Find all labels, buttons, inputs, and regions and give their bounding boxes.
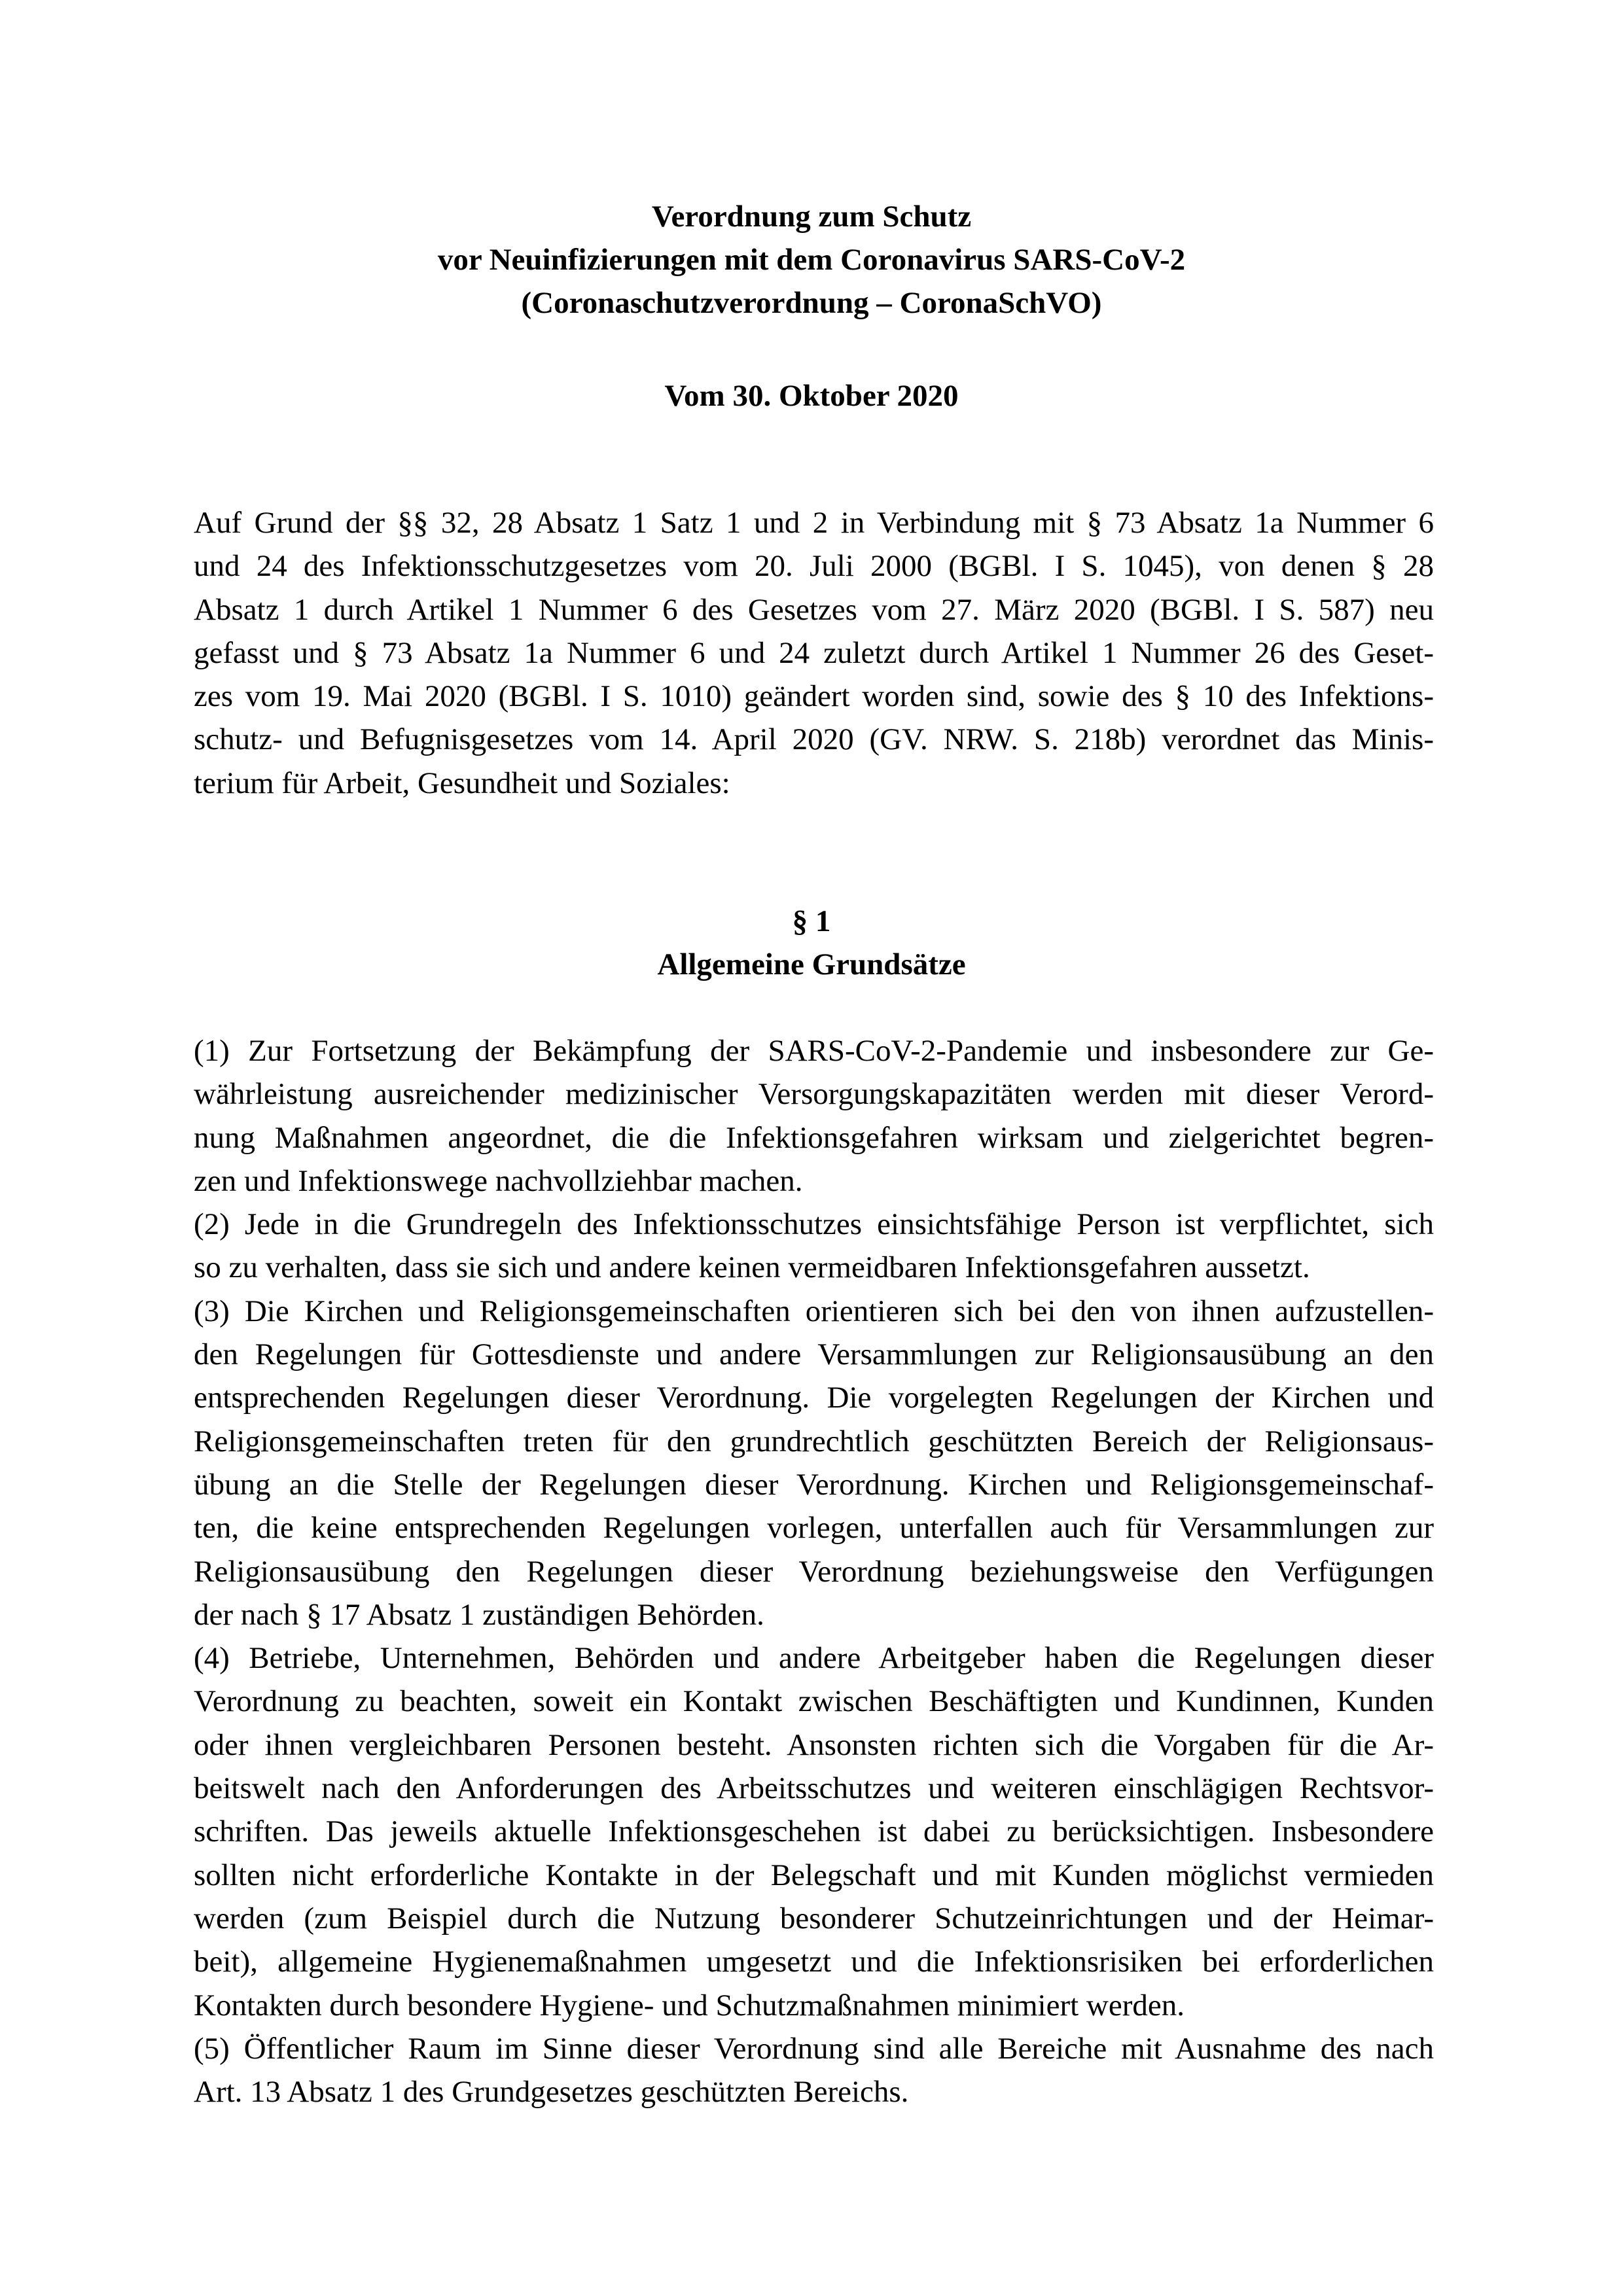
preamble [194, 501, 1434, 805]
body-line: (1) Zur Fortsetzung der Bekämpfung der SARS-CoV-2-Pandemie und insbesondere zur Ge- [194, 1034, 1434, 1068]
body-line: (3) Die Kirchen und Religionsgemeinschaften orientieren sich bei den von ihnen aufzustellen- [194, 1294, 1434, 1328]
body-line: entsprechenden Regelungen dieser Verordnung. Die vorgelegten Regelungen der Kirchen und [194, 1381, 1434, 1415]
body-line: (5) Öffentlicher Raum im Sinne dieser Verordnung sind alle Bereiche mit Ausnahme des nach [194, 2031, 1434, 2066]
body-line: Verordnung zu beachten, soweit ein Kontakt zwischen Beschäftigten und Kundinnen, Kunden [194, 1684, 1434, 1719]
body-line: oder ihnen vergleichbaren Personen besteht. Ansonsten richten sich die Vorgaben für die Ar- [194, 1727, 1434, 1762]
body-line: beit), allgemeine Hygienemaßnahmen umgesetzt und die Infektionsrisiken bei erforderlichen [194, 1945, 1434, 1979]
preamble-line: Absatz 1 durch Artikel 1 Nummer 6 des Gesetzes vom 27. März 2020 (BGBl. I S. 587) neu [194, 592, 1434, 627]
section-number: § 1 [792, 904, 831, 938]
title-line-2: vor Neuinfizierungen mit dem Coronavirus SARS-CoV-2 [437, 243, 1186, 277]
body-line: sollten nicht erforderliche Kontakte in der Belegschaft und mit Kunden möglichst vermieden [194, 1858, 1434, 1892]
body-line: beitswelt nach den Anforderungen des Arbeitsschutzes und weiteren einschlägigen Rechtsvor- [194, 1771, 1434, 1806]
body-line: der nach § 17 Absatz 1 zuständigen Behörden. [194, 1597, 764, 1632]
title-line-3: (Coronaschutzverordnung – CoronaSchVO) [521, 286, 1102, 320]
body-line: Kontakten durch besondere Hygiene- und Schutzmaßnahmen minimiert werden. [194, 1988, 1185, 2022]
preamble-line: terium für Arbeit, Gesundheit und Soziales: [194, 766, 730, 800]
body-line: nung Maßnahmen angeordnet, die die Infektionsgefahren wirksam und zielgerichtet begren- [194, 1120, 1434, 1155]
preamble-line: Auf Grund der §§ 32, 28 Absatz 1 Satz 1 und 2 in Verbindung mit § 73 Absatz 1a Nummer 6 [194, 506, 1434, 540]
section-body [194, 1029, 1434, 2113]
body-line: Art. 13 Absatz 1 des Grundgesetzes geschützten Bereichs. [194, 2075, 909, 2110]
body-line: so zu verhalten, dass sie sich und andere keinen vermeidbaren Infektionsgefahren aussetzt. [194, 1250, 1310, 1285]
body-line: zen und Infektionswege nachvollziehbar machen. [194, 1163, 803, 1198]
body-line: schriften. Das jeweils aktuelle Infektionsgeschehen ist dabei zu berücksichtigen. Insbesondere [194, 1814, 1434, 1849]
preamble-line: gefasst und § 73 Absatz 1a Nummer 6 und 24 zuletzt durch Artikel 1 Nummer 26 des Geset- [194, 635, 1434, 670]
body-line: den Regelungen für Gottesdienste und andere Versammlungen zur Religionsausübung an den [194, 1337, 1434, 1372]
body-line: Religionsausübung den Regelungen dieser Verordnung beziehungsweise den Verfügungen [194, 1554, 1434, 1589]
preamble-line: zes vom 19. Mai 2020 (BGBl. I S. 1010) geändert worden sind, sowie des § 10 des Infektions- [194, 679, 1434, 714]
body-line: ten, die keine entsprechenden Regelungen vorlegen, unterfallen auch für Versammlungen zur [194, 1511, 1434, 1545]
document-title [0, 195, 1623, 325]
section-title: Allgemeine Grundsätze [657, 947, 966, 981]
preamble-line: und 24 des Infektionsschutzgesetzes vom 20. Juli 2000 (BGBl. I S. 1045), von denen § 28 [194, 549, 1434, 584]
section-heading [0, 900, 1623, 986]
preamble-line: schutz- und Befugnisgesetzes vom 14. April 2020 (GV. NRW. S. 218b) verordnet das Minis- [194, 722, 1434, 757]
title-line-1: Verordnung zum Schutz [651, 200, 972, 234]
body-line: (4) Betriebe, Unternehmen, Behörden und andere Arbeitgeber haben die Regelungen dieser [194, 1641, 1434, 1676]
body-line: übung an die Stelle der Regelungen dieser Verordnung. Kirchen und Religionsgemeinschaf- [194, 1467, 1434, 1502]
body-line: (2) Jede in die Grundregeln des Infektionsschutzes einsichtsfähige Person ist verpflichtet, sich [194, 1207, 1434, 1242]
body-line: währleistung ausreichender medizinischer Versorgungskapazitäten werden mit dieser Verord- [194, 1077, 1434, 1112]
document-date: Vom 30. Oktober 2020 [664, 379, 959, 413]
body-line: werden (zum Beispiel durch die Nutzung besonderer Schutzeinrichtungen und der Heimar- [194, 1901, 1434, 1935]
body-line: Religionsgemeinschaften treten für den grundrechtlich geschützten Bereich der Religionsaus- [194, 1424, 1434, 1458]
